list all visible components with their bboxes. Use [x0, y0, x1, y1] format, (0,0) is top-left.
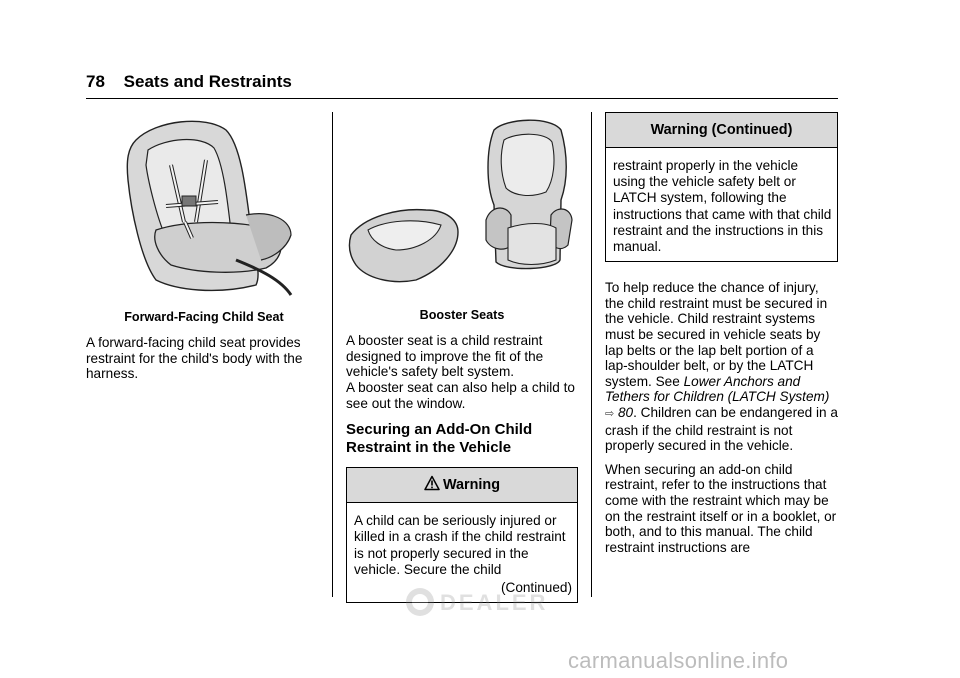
- paragraph-securing-1-text-b: . Children can be endangered in a crash if the child restraint is not properly secured in the vehicle.: [605, 404, 838, 454]
- figure-caption-booster: Booster Seats: [419, 307, 505, 322]
- warning-box: [346, 467, 578, 603]
- latch-cross-reference-link[interactable]: Lower Anchors and Tethers for Children (LATCH System): [605, 373, 830, 405]
- paragraph-securing-1-text-a: To help reduce the chance of injury, the child restraint must be secured in the vehicle. Child restraint systems must be secured in vehicle seats by lap belts or the lap belt portion of a lap-shoulder belt, or by the LATCH system. See: [605, 280, 828, 389]
- warning-title: Warning: [442, 477, 501, 494]
- paragraph-securing-1: [605, 280, 838, 454]
- paragraph-booster-2: A booster seat can also help a child to see out the window.: [346, 379, 575, 411]
- column-2: [346, 110, 578, 603]
- dealer-watermark-text: DEALER: [440, 590, 549, 615]
- warning-continued-body: [606, 148, 837, 261]
- column-3: [605, 112, 838, 563]
- column-divider-left: [332, 112, 333, 597]
- site-watermark: carmanualsonline.info: [568, 648, 789, 673]
- paragraph-securing-2: When securing an add-on child restraint, refer to the instructions that come with the restraint which may be on the restraint itself or in a booklet, or both, and to this manual. The child restraint instructions are: [605, 461, 837, 555]
- warning-continued-text: restraint properly in the vehicle using the vehicle safety belt or LATCH system, following the instructions that came with that child restraint and the instructions in this manual.: [613, 158, 832, 255]
- column-divider-right: [591, 112, 592, 597]
- booster-seats-illustration: [346, 110, 578, 300]
- paragraph-booster-1: A booster seat is a child restraint designed to improve the fit of the vehicle's safety belt system.: [346, 333, 544, 380]
- warning-header: [347, 468, 577, 503]
- dealer-watermark-logo: [404, 584, 554, 625]
- page-reference-number[interactable]: 80: [618, 404, 634, 420]
- page-reference-icon: ⇨: [605, 407, 615, 420]
- section-title: Seats and Restraints: [123, 72, 292, 91]
- warning-text: A child can be seriously injured or killed in a crash if the child restraint is not properly secured in the vehicle. Secure the child: [354, 513, 566, 577]
- column-1: [86, 110, 322, 390]
- figure-caption-forward-facing: Forward-Facing Child Seat: [124, 309, 284, 324]
- header-rule: [86, 98, 838, 99]
- page-header: [86, 72, 292, 92]
- warning-continued-label: (Continued): [500, 579, 572, 595]
- paragraph-forward-facing: A forward-facing child seat provides restraint for the child's body with the harness.: [86, 335, 303, 382]
- warning-continued-header: Warning (Continued): [606, 113, 837, 148]
- warning-box-continued: [605, 112, 838, 262]
- section-heading-securing: Securing an Add-On Child Restraint in the Vehicle: [346, 421, 533, 457]
- forward-facing-seat-illustration: [86, 110, 322, 300]
- page-number: 78: [86, 72, 105, 91]
- warning-icon: [424, 475, 440, 491]
